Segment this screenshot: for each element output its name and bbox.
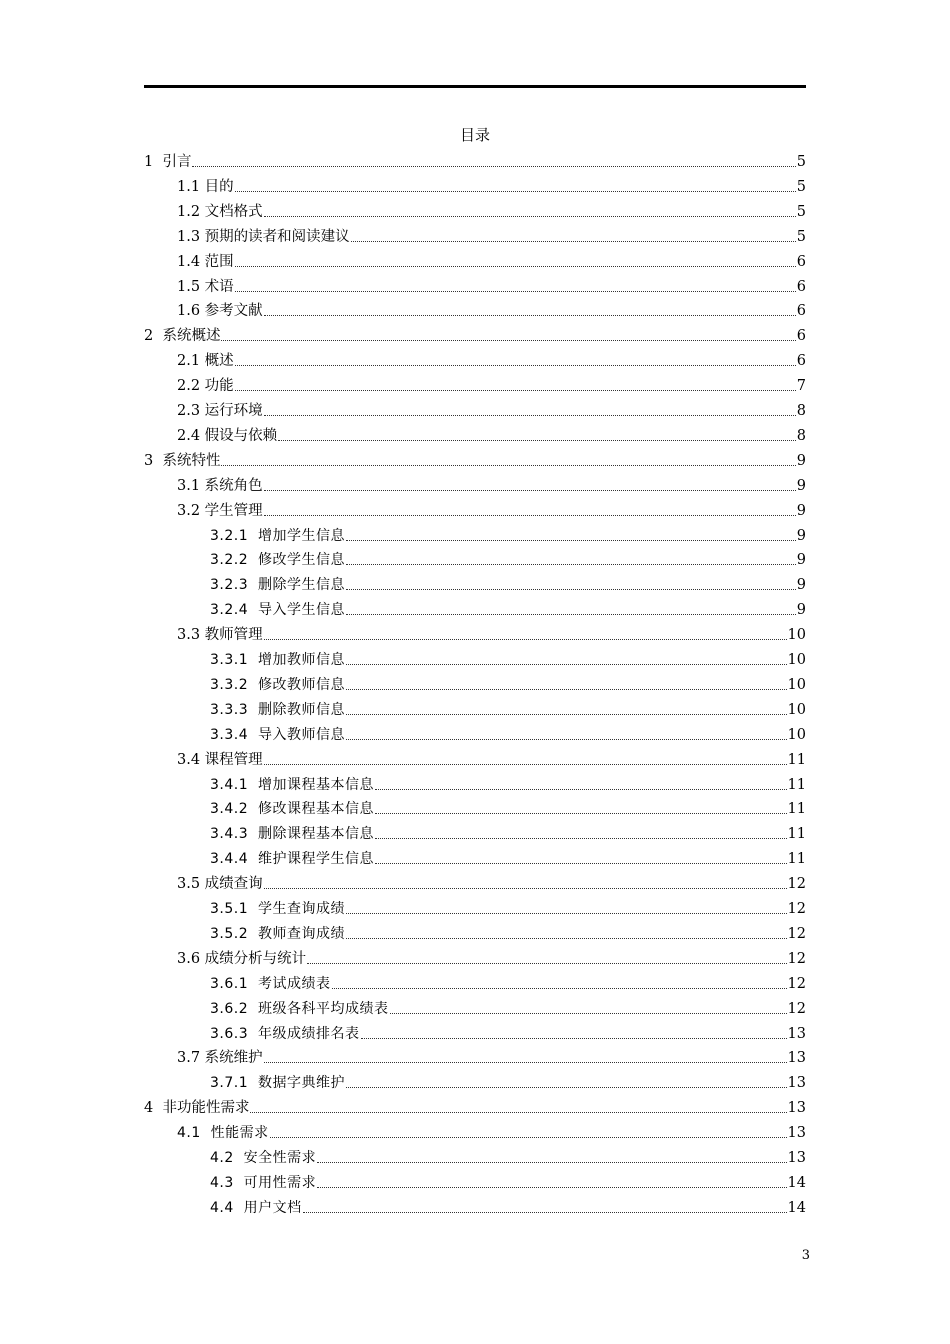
toc-entry-label: 运行环境 bbox=[204, 403, 263, 419]
toc-entry[interactable] bbox=[177, 250, 806, 272]
toc-entry[interactable] bbox=[210, 698, 806, 720]
toc-entry-label: 系统角色 bbox=[204, 477, 263, 494]
toc-entry[interactable] bbox=[210, 1071, 806, 1093]
toc-entry-label: 性能需求 bbox=[210, 1125, 269, 1142]
toc-entry-page: 11 bbox=[787, 776, 806, 793]
toc-entry-page: 6 bbox=[796, 328, 806, 345]
toc-entry[interactable] bbox=[177, 374, 806, 396]
toc-entry-page: 9 bbox=[796, 477, 806, 494]
toc-dot-leader bbox=[278, 440, 796, 441]
toc-entry-page: 10 bbox=[787, 701, 806, 718]
toc-dot-leader bbox=[346, 540, 796, 541]
toc-entry-page: 12 bbox=[787, 1000, 806, 1017]
toc-dot-leader bbox=[264, 415, 796, 416]
toc-entry-page: 11 bbox=[787, 751, 806, 768]
toc-dot-leader bbox=[390, 1013, 787, 1014]
toc-entry[interactable] bbox=[210, 648, 806, 670]
toc-entry-page: 9 bbox=[796, 502, 806, 519]
toc-entry-number: 3.5.1 bbox=[210, 901, 259, 917]
toc-entry-number: 3.7 bbox=[177, 1050, 205, 1067]
toc-dot-leader bbox=[264, 490, 796, 491]
toc-entry-label: 系统维护 bbox=[204, 1050, 263, 1067]
toc-dot-leader bbox=[346, 739, 787, 740]
toc-entry-number: 3.5.2 bbox=[210, 925, 259, 942]
toc-dot-leader bbox=[192, 166, 795, 167]
toc-entry[interactable] bbox=[210, 1171, 806, 1193]
toc-entry-number: 4.4 bbox=[210, 1199, 244, 1216]
toc-entry-page: 9 bbox=[796, 577, 806, 594]
toc-entry-label: 非功能性需求 bbox=[162, 1100, 250, 1117]
toc-entry-number: 3.2 bbox=[177, 502, 205, 519]
toc-dot-leader bbox=[235, 390, 796, 391]
toc-entry-page: 6 bbox=[796, 278, 806, 295]
toc-entry-label: 学生查询成绩 bbox=[258, 901, 346, 917]
toc-entry[interactable] bbox=[177, 175, 806, 197]
toc-entry[interactable] bbox=[210, 1022, 806, 1044]
toc-dot-leader bbox=[351, 241, 796, 242]
toc-entry-page: 9 bbox=[796, 552, 806, 569]
toc-entry-label: 增加学生信息 bbox=[258, 527, 346, 544]
toc-entry-page: 8 bbox=[796, 403, 806, 419]
toc-entry-number: 3.2.1 bbox=[210, 527, 259, 544]
toc-entry[interactable] bbox=[210, 922, 806, 944]
toc-entry-label: 增加课程基本信息 bbox=[258, 776, 375, 793]
toc-entry[interactable] bbox=[177, 299, 806, 321]
toc-dot-leader bbox=[221, 340, 795, 341]
toc-entry-number: 2.1 bbox=[177, 353, 205, 370]
toc-entry-label: 导入教师信息 bbox=[258, 726, 346, 743]
toc-entry-page: 10 bbox=[787, 676, 806, 693]
toc-entry[interactable] bbox=[210, 897, 806, 919]
toc-dot-leader bbox=[264, 888, 787, 889]
toc-entry-page: 11 bbox=[787, 826, 806, 843]
toc-entry-label: 教师管理 bbox=[204, 627, 263, 644]
toc-entry-page: 12 bbox=[787, 901, 806, 917]
toc-entry-number: 3.5 bbox=[177, 876, 205, 893]
toc-entry[interactable] bbox=[210, 573, 806, 595]
toc-entry-label: 增加教师信息 bbox=[258, 652, 346, 668]
toc-entry-page: 7 bbox=[796, 378, 806, 395]
toc-entry[interactable] bbox=[210, 822, 806, 844]
toc-entry[interactable] bbox=[210, 997, 806, 1019]
toc-dot-leader bbox=[250, 1112, 786, 1113]
toc-entry-page: 5 bbox=[796, 154, 806, 170]
toc-entry[interactable] bbox=[144, 324, 806, 346]
toc-dot-leader bbox=[346, 1087, 787, 1088]
toc-entry-page: 10 bbox=[787, 652, 806, 668]
toc-entry-number: 3.3 bbox=[177, 627, 205, 644]
toc-entry[interactable] bbox=[177, 424, 806, 446]
toc-entry-label: 维护课程学生信息 bbox=[258, 851, 375, 868]
toc-entry-label: 考试成绩表 bbox=[258, 975, 331, 992]
toc-dot-leader bbox=[303, 1212, 787, 1213]
toc-entry-number: 3.3.3 bbox=[210, 701, 259, 718]
toc-entry-label: 删除学生信息 bbox=[258, 577, 346, 594]
toc-entry-label: 可用性需求 bbox=[243, 1174, 317, 1191]
toc-entry[interactable] bbox=[210, 773, 806, 795]
toc-dot-leader bbox=[264, 1062, 787, 1063]
toc-entry-number: 3.2.4 bbox=[210, 602, 259, 619]
toc-entry-label: 年级成绩排名表 bbox=[258, 1025, 360, 1042]
toc-entry-number: 3.3.4 bbox=[210, 726, 259, 743]
toc-entry-label: 预期的读者和阅读建议 bbox=[204, 228, 350, 245]
toc-entry-page: 12 bbox=[787, 925, 806, 942]
toc-entry-label: 概述 bbox=[204, 353, 234, 370]
toc-dot-leader bbox=[264, 639, 787, 640]
toc-entry-label: 参考文献 bbox=[204, 303, 263, 320]
toc-entry-number: 1.4 bbox=[177, 253, 205, 270]
toc-entry-number: 3.1 bbox=[177, 477, 205, 494]
toc-entry-number: 3.4.4 bbox=[210, 851, 259, 868]
toc-entry-number: 2.2 bbox=[177, 378, 205, 395]
toc-dot-leader bbox=[264, 315, 796, 316]
toc-entry-page: 5 bbox=[796, 228, 806, 245]
toc-entry-label: 修改教师信息 bbox=[258, 676, 346, 693]
toc-entry-label: 安全性需求 bbox=[243, 1150, 317, 1166]
toc-dot-leader bbox=[346, 689, 787, 690]
toc-dot-leader bbox=[346, 564, 796, 565]
toc-entry-page: 13 bbox=[787, 1125, 806, 1142]
toc-entry-label: 功能 bbox=[204, 378, 234, 395]
toc-entry-label: 文档格式 bbox=[204, 203, 263, 220]
toc-entry-page: 6 bbox=[796, 253, 806, 270]
toc-entry-label: 系统概述 bbox=[162, 328, 221, 345]
toc-entry-label: 成绩分析与统计 bbox=[204, 950, 307, 967]
toc-entry-number: 4 bbox=[144, 1100, 163, 1117]
toc-entry[interactable] bbox=[144, 150, 806, 172]
toc-entry[interactable] bbox=[144, 449, 806, 471]
toc-entry-label: 引言 bbox=[162, 154, 192, 170]
toc-entry[interactable] bbox=[177, 399, 806, 421]
toc-entry[interactable] bbox=[210, 797, 806, 819]
toc-entry[interactable] bbox=[210, 1146, 806, 1168]
toc-entry-page: 9 bbox=[796, 602, 806, 619]
toc-entry-number: 3.3.1 bbox=[210, 652, 259, 668]
toc-entry-page: 5 bbox=[796, 203, 806, 220]
toc-dot-leader bbox=[235, 191, 796, 192]
toc-entry-page: 13 bbox=[787, 1050, 806, 1067]
toc-entry-number: 3.7.1 bbox=[210, 1075, 259, 1092]
toc-dot-leader bbox=[346, 614, 796, 615]
toc-entry-number: 3 bbox=[144, 452, 163, 469]
toc-entry-page: 13 bbox=[787, 1025, 806, 1042]
toc-entry-page: 14 bbox=[787, 1199, 806, 1216]
toc-entry-page: 13 bbox=[787, 1150, 806, 1166]
toc-entry-label: 数据字典维护 bbox=[258, 1075, 346, 1092]
toc-dot-leader bbox=[375, 813, 787, 814]
toc-entry-page: 8 bbox=[796, 427, 806, 444]
toc-dot-leader bbox=[361, 1038, 787, 1039]
toc-entry-number: 3.4.2 bbox=[210, 801, 259, 818]
toc-entry[interactable] bbox=[210, 972, 806, 994]
toc-entry[interactable] bbox=[210, 723, 806, 745]
toc-entry-label: 范围 bbox=[204, 253, 234, 270]
toc-entry-page: 5 bbox=[796, 178, 806, 195]
toc-entry-number: 1.3 bbox=[177, 228, 205, 245]
toc-dot-leader bbox=[264, 764, 787, 765]
toc-dot-leader bbox=[346, 664, 787, 665]
toc-dot-leader bbox=[264, 216, 796, 217]
toc-entry-page: 12 bbox=[787, 975, 806, 992]
toc-entry[interactable] bbox=[210, 598, 806, 620]
toc-entry-page: 12 bbox=[787, 950, 806, 967]
toc-entry-number: 2.4 bbox=[177, 427, 205, 444]
toc-dot-leader bbox=[346, 938, 787, 939]
toc-title: 目录 bbox=[459, 126, 490, 144]
toc-entry[interactable] bbox=[210, 847, 806, 869]
toc-entry[interactable] bbox=[177, 1046, 806, 1068]
toc-entry-page: 13 bbox=[787, 1100, 806, 1117]
toc-entry-label: 学生管理 bbox=[204, 502, 263, 519]
toc-entry-label: 班级各科平均成绩表 bbox=[258, 1000, 389, 1017]
toc-entry-number: 4.3 bbox=[210, 1174, 244, 1191]
toc-dot-leader bbox=[375, 863, 787, 864]
toc-dot-leader bbox=[375, 838, 787, 839]
toc-dot-leader bbox=[221, 465, 795, 466]
toc-entry-number: 4.2 bbox=[210, 1150, 244, 1166]
page-number: 3 bbox=[801, 1248, 810, 1263]
toc-entry[interactable] bbox=[210, 1196, 806, 1218]
toc-entry-label: 术语 bbox=[204, 278, 234, 295]
toc-entry[interactable] bbox=[177, 349, 806, 371]
toc-entry-page: 9 bbox=[796, 452, 806, 469]
toc-dot-leader bbox=[317, 1162, 786, 1163]
toc-entry-number: 3.4.3 bbox=[210, 826, 259, 843]
toc-entry-label: 用户文档 bbox=[243, 1199, 302, 1216]
toc-entry-number: 1.2 bbox=[177, 203, 205, 220]
toc-entry-number: 3.6.1 bbox=[210, 975, 259, 992]
toc-entry-number: 1.6 bbox=[177, 303, 205, 320]
toc-entry[interactable] bbox=[177, 748, 806, 770]
toc-entry[interactable] bbox=[177, 499, 806, 521]
toc-entry-number: 3.6.2 bbox=[210, 1000, 259, 1017]
toc-entry-page: 13 bbox=[787, 1075, 806, 1092]
toc-entry-label: 删除教师信息 bbox=[258, 701, 346, 718]
toc-dot-leader bbox=[235, 291, 796, 292]
toc-entry-number: 3.2.2 bbox=[210, 552, 259, 569]
toc-entry-page: 6 bbox=[796, 353, 806, 370]
toc-dot-leader bbox=[346, 714, 787, 715]
toc-entry-number: 3.6.3 bbox=[210, 1025, 259, 1042]
toc-dot-leader bbox=[375, 789, 787, 790]
toc-entry-page: 9 bbox=[796, 527, 806, 544]
toc-entry-number: 3.4 bbox=[177, 751, 205, 768]
toc-dot-leader bbox=[235, 266, 796, 267]
toc-entry-number: 3.3.2 bbox=[210, 676, 259, 693]
toc-entry-label: 教师查询成绩 bbox=[258, 925, 346, 942]
toc-entry-label: 课程管理 bbox=[204, 751, 263, 768]
toc-entry-number: 4.1 bbox=[177, 1125, 211, 1142]
toc-entry-page: 10 bbox=[787, 726, 806, 743]
toc-entry[interactable] bbox=[210, 524, 806, 546]
toc-entry-page: 14 bbox=[787, 1174, 806, 1191]
toc-dot-leader bbox=[346, 913, 787, 914]
toc-dot-leader bbox=[346, 589, 796, 590]
toc-dot-leader bbox=[332, 988, 787, 989]
toc-entry-number: 2 bbox=[144, 328, 163, 345]
toc-entry[interactable] bbox=[144, 1096, 806, 1118]
toc-entry[interactable] bbox=[210, 548, 806, 570]
toc-entry-number: 1 bbox=[144, 154, 163, 170]
toc-entry-label: 系统特性 bbox=[162, 452, 221, 469]
toc-entry-label: 删除课程基本信息 bbox=[258, 826, 375, 843]
toc-entry-label: 导入学生信息 bbox=[258, 602, 346, 619]
toc-dot-leader bbox=[317, 1187, 786, 1188]
header-rule bbox=[144, 85, 806, 88]
toc-entry-page: 11 bbox=[787, 801, 806, 818]
toc-entry-page: 10 bbox=[787, 627, 806, 644]
toc-entry-number: 3.6 bbox=[177, 950, 205, 967]
toc-dot-leader bbox=[264, 515, 796, 516]
toc-entry[interactable] bbox=[177, 275, 806, 297]
toc-entry-number: 1.1 bbox=[177, 178, 205, 195]
toc-entry[interactable] bbox=[177, 947, 806, 969]
toc-entry[interactable] bbox=[210, 673, 806, 695]
toc-dot-leader bbox=[307, 963, 786, 964]
toc-entry-number: 3.2.3 bbox=[210, 577, 259, 594]
toc-entry-label: 成绩查询 bbox=[204, 876, 263, 893]
toc-entry-label: 修改课程基本信息 bbox=[258, 801, 375, 818]
toc-entry-label: 目的 bbox=[204, 178, 234, 195]
toc-entry[interactable] bbox=[177, 200, 806, 222]
toc-entry[interactable] bbox=[177, 872, 806, 894]
toc-entry-number: 3.4.1 bbox=[210, 776, 259, 793]
toc-entry-page: 11 bbox=[787, 851, 806, 868]
toc-entry-number: 2.3 bbox=[177, 403, 205, 419]
toc-dot-leader bbox=[235, 365, 796, 366]
toc-entry-page: 12 bbox=[787, 876, 806, 893]
toc-entry[interactable] bbox=[177, 225, 806, 247]
toc-entry[interactable] bbox=[177, 623, 806, 645]
toc-entry[interactable] bbox=[177, 474, 806, 496]
toc-entry-label: 修改学生信息 bbox=[258, 552, 346, 569]
toc-dot-leader bbox=[270, 1137, 787, 1138]
toc-entry-page: 6 bbox=[796, 303, 806, 320]
toc-entry-label: 假设与依赖 bbox=[204, 427, 278, 444]
toc-entry-number: 1.5 bbox=[177, 278, 205, 295]
toc-entry[interactable] bbox=[177, 1121, 806, 1143]
